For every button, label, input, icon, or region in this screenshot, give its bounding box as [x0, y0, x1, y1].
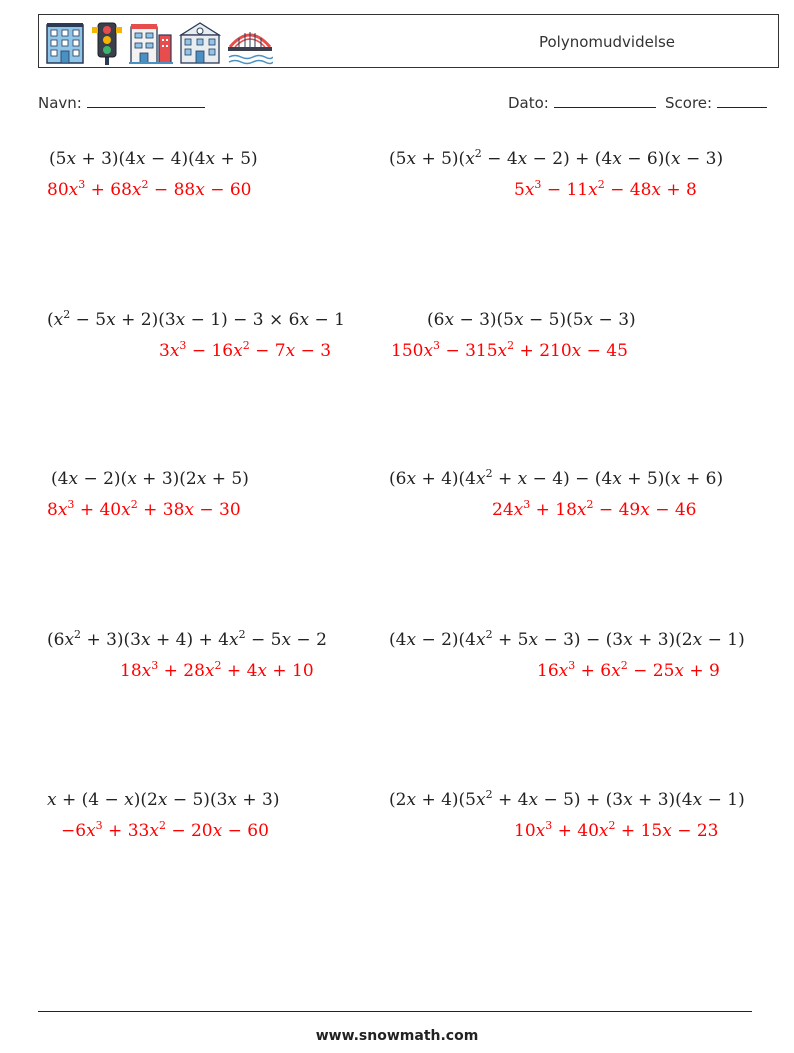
- problem-expression: (6x − 3)(5x − 5)(5x − 3): [427, 310, 636, 330]
- answer-expression: $3x^3 - 16x^2 - 7x - 3$: [159, 339, 332, 361]
- date-field: [508, 93, 656, 112]
- name-label: Navn:: [38, 94, 82, 112]
- answer-expression: $16x^3 + 6x^2 - 25x + 9$: [537, 659, 720, 681]
- problem-expression: $(x^2 - 5x + 2)(3x - 1) - 3 \times 6x - 1$: [47, 308, 345, 330]
- problem-expression: x + (4 − x)(2x − 5)(3x + 3): [47, 790, 280, 810]
- problem-expression: (5x + 3)(4x − 4)(4x + 5): [49, 149, 258, 169]
- answer-expression: $5x^3 - 11x^2 - 48x + 8$: [514, 178, 697, 200]
- problem-expression: $(6x + 4)(4x^2 + x - 4) - (4x + 5)(x + 6)$: [389, 467, 724, 489]
- footer-url: www.snowmath.com: [315, 1028, 479, 1044]
- answer-expression: $18x^3 + 28x^2 + 4x + 10$: [120, 659, 314, 681]
- score-label: Score:: [665, 94, 713, 112]
- score-line[interactable]: [717, 93, 767, 108]
- name-line[interactable]: [87, 93, 205, 108]
- problem-expression: $(6x^2 + 3)(3x + 4) + 4x^2 - 5x - 2$: [47, 628, 327, 650]
- header-icons: [45, 19, 273, 65]
- school-building-icon: [177, 21, 223, 65]
- name-field: [38, 93, 205, 112]
- date-label: Dato:: [508, 94, 549, 112]
- problem-expression: (4x − 2)(x + 3)(2x + 5): [51, 469, 249, 489]
- answer-expression: $24x^3 + 18x^2 - 49x - 46$: [492, 498, 697, 520]
- office-building-icon: [45, 21, 85, 65]
- bridge-icon: [227, 21, 273, 65]
- problem-expression: $(2x + 4)(5x^2 + 4x - 5) + (3x + 3)(4x - 1)$: [389, 788, 745, 810]
- problem-expression: $(4x - 2)(4x^2 + 5x - 3) - (3x + 3)(2x - 1)$: [389, 628, 745, 650]
- answer-expression: $150x^3 - 315x^2 + 210x - 45$: [391, 339, 628, 361]
- date-line[interactable]: [554, 93, 656, 108]
- answer-expression: $8x^3 + 40x^2 + 38x - 30$: [47, 498, 241, 520]
- answer-expression: $-6x^3 + 33x^2 - 20x - 60$: [61, 819, 269, 841]
- problem-expression: $(5x + 5)(x^2 - 4x - 2) + (4x - 6)(x - 3)$: [389, 147, 724, 169]
- footer-divider: [38, 1011, 752, 1012]
- answer-expression: $10x^3 + 40x^2 + 15x - 23$: [514, 819, 719, 841]
- worksheet-header: [38, 14, 779, 68]
- score-field: [665, 93, 767, 112]
- city-buildings-icon: [129, 21, 173, 65]
- answer-expression: $80x^3 + 68x^2 - 88x - 60$: [47, 178, 252, 200]
- worksheet-title: Polynomudvidelse: [538, 33, 676, 51]
- traffic-light-icon: [89, 21, 125, 65]
